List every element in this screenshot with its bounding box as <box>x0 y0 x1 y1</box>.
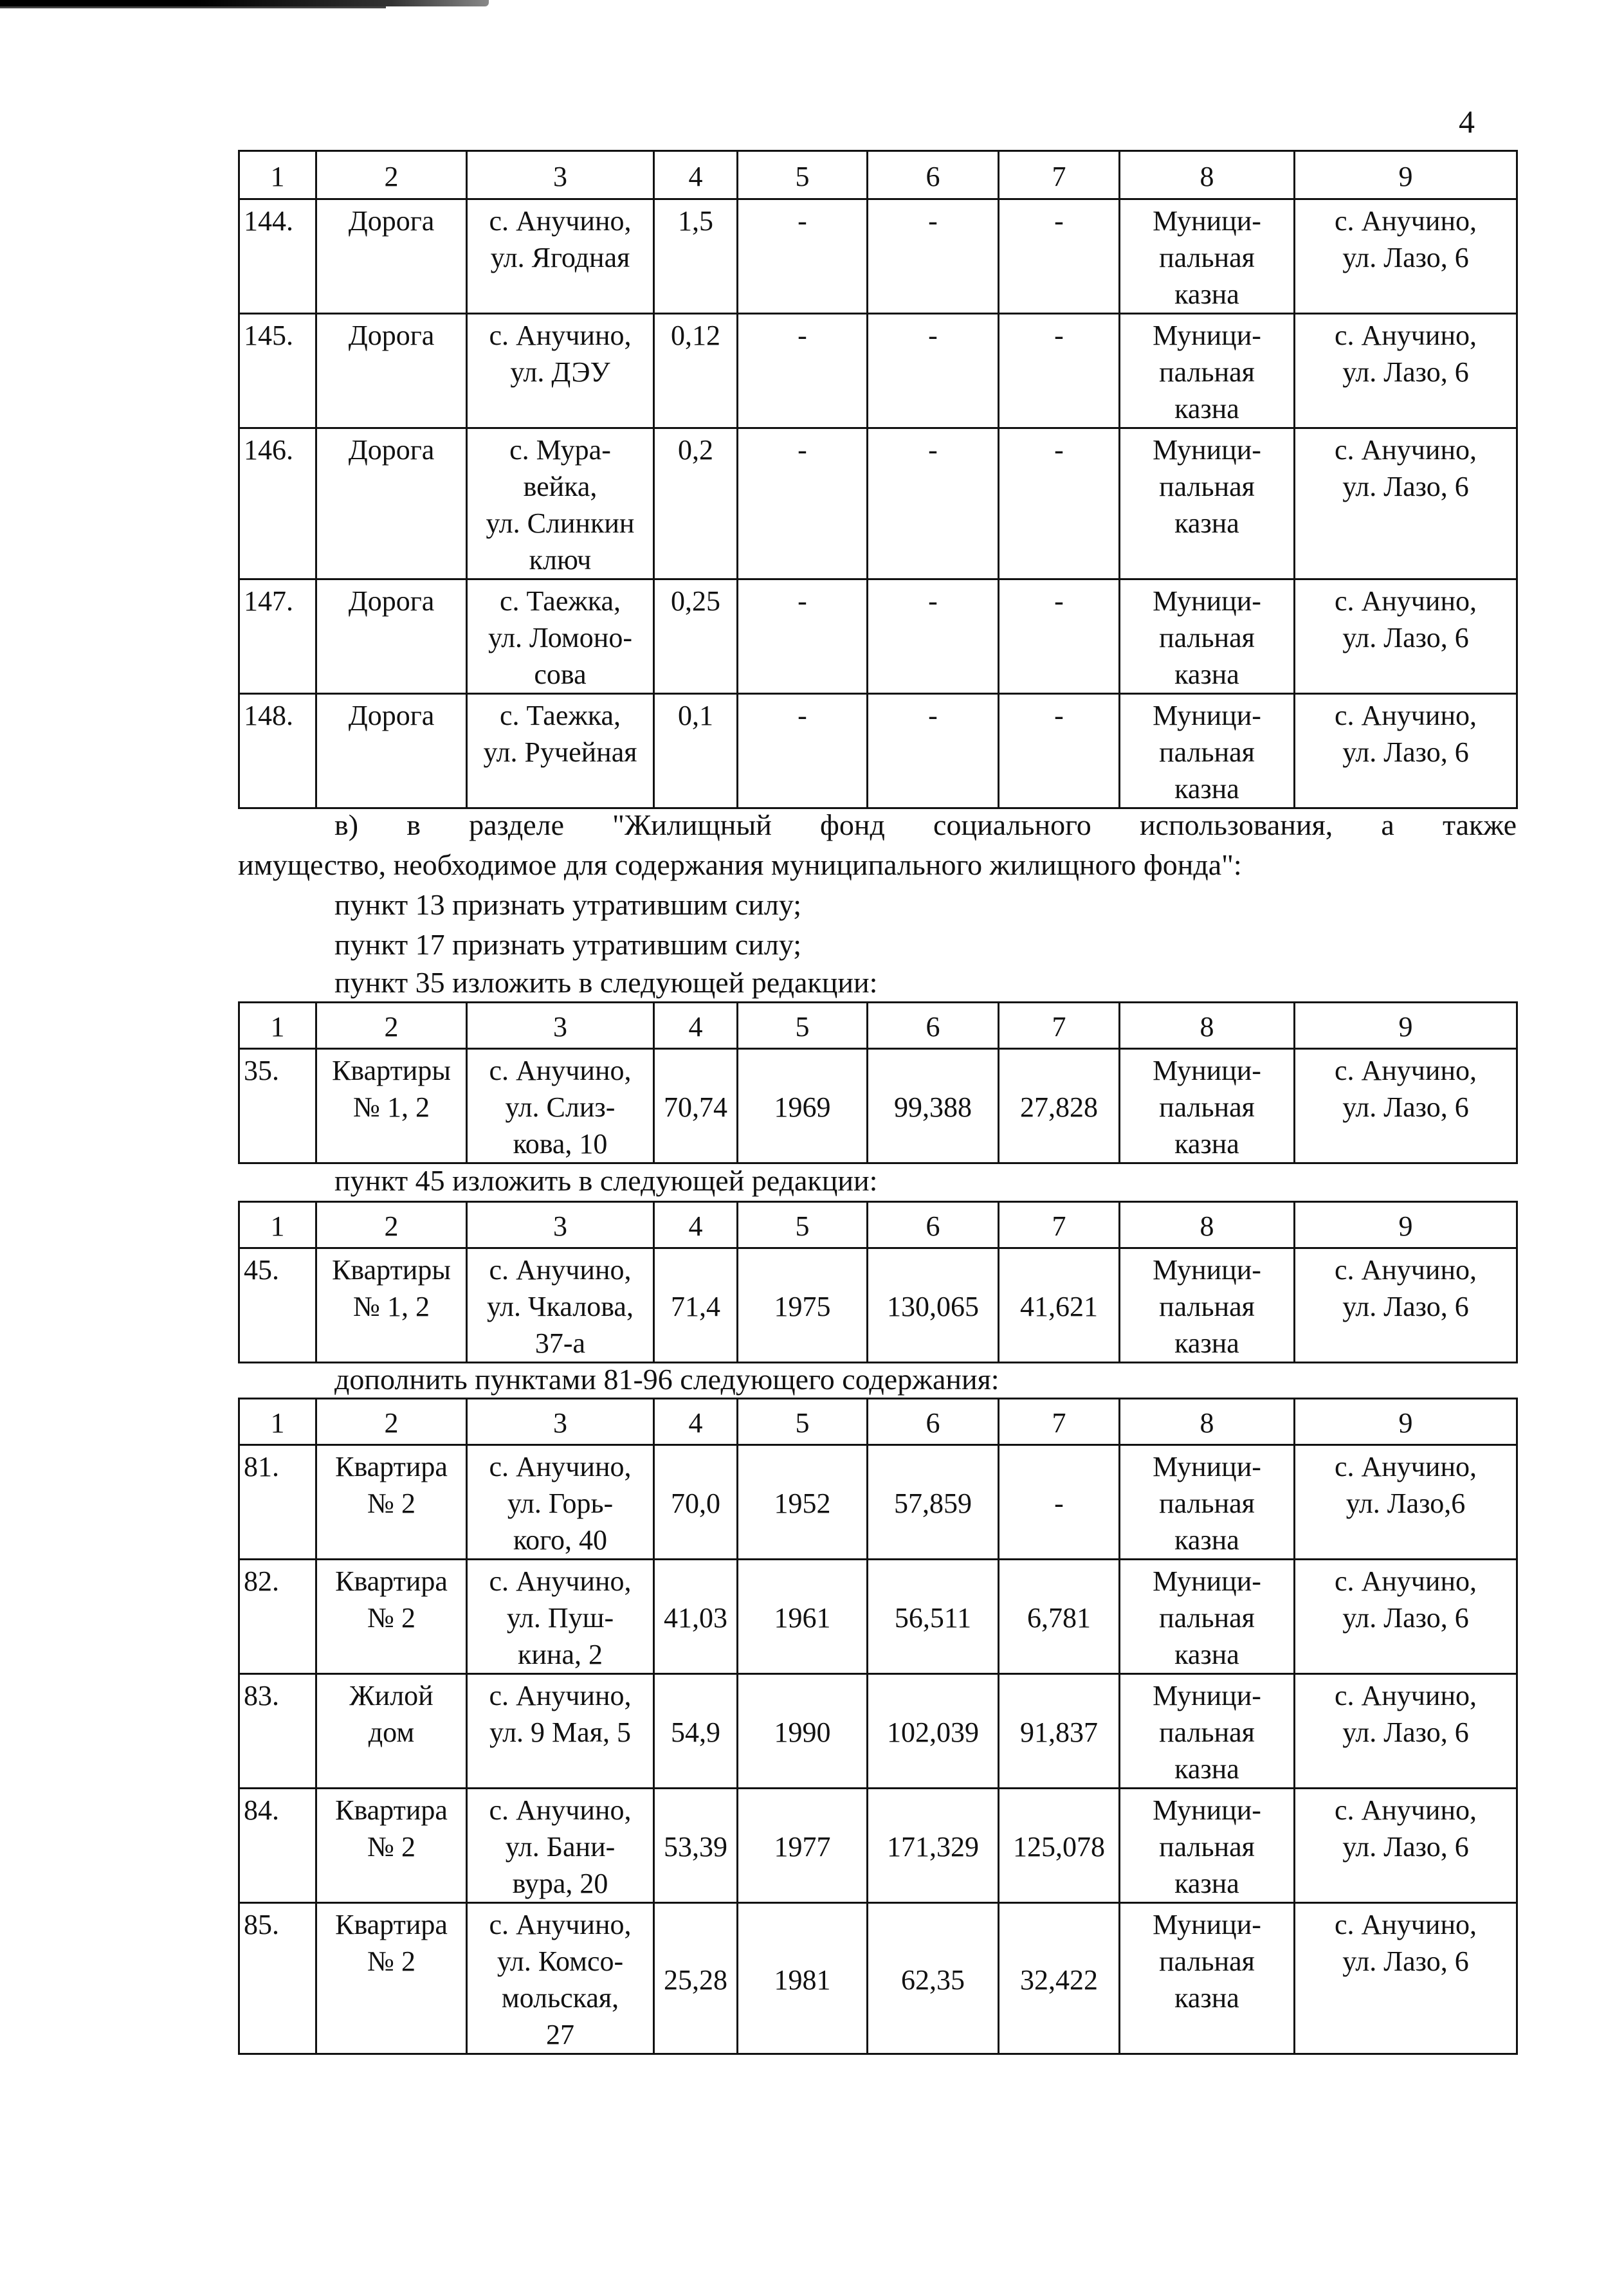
column-number-row <box>239 1399 1517 1445</box>
column-7-cell: 125,078 <box>999 1789 1120 1903</box>
object-type-cell: Дорога <box>316 314 467 428</box>
holder-address-cell: с. Анучино, ул. Лазо,6 <box>1295 1445 1517 1560</box>
column-number-5: 5 <box>738 1003 868 1049</box>
column-4-cell: 0,1 <box>654 694 738 808</box>
column-4-cell: 53,39 <box>654 1789 738 1903</box>
ownership-cell: Муници- пальная казна <box>1120 1560 1295 1674</box>
column-number-9: 9 <box>1295 1003 1517 1049</box>
column-7-cell: 91,837 <box>999 1674 1120 1789</box>
column-number-2: 2 <box>316 1202 467 1248</box>
item-35-table <box>238 1001 1518 1164</box>
column-5-cell: 1990 <box>738 1674 868 1789</box>
column-4-cell: 70,74 <box>654 1049 738 1163</box>
column-6-cell: 62,35 <box>868 1903 999 2054</box>
column-4-cell: 70,0 <box>654 1445 738 1560</box>
column-5-cell: 1952 <box>738 1445 868 1560</box>
table-row <box>239 1903 1517 2054</box>
column-number-8: 8 <box>1120 1202 1295 1248</box>
object-type-cell: Дорога <box>316 428 467 579</box>
table-row <box>239 428 1517 579</box>
item-number-cell: 81. <box>239 1445 316 1560</box>
item-number-cell: 84. <box>239 1789 316 1903</box>
page-number: 4 <box>1459 104 1475 140</box>
ownership-cell: Муници- пальная казна <box>1120 199 1295 314</box>
address-cell: с. Таежка, ул. Ломоно- сова <box>467 579 654 694</box>
roads-table <box>238 150 1518 809</box>
holder-address-cell: с. Анучино, ул. Лазо, 6 <box>1295 1560 1517 1674</box>
holder-address-cell: с. Анучино, ул. Лазо, 6 <box>1295 1248 1517 1363</box>
object-type-cell: Квартиры № 1, 2 <box>316 1049 467 1163</box>
column-6-cell: 99,388 <box>868 1049 999 1163</box>
address-cell: с. Анучино, ул. Ягодная <box>467 199 654 314</box>
column-number-3: 3 <box>467 1003 654 1049</box>
column-4-cell: 0,25 <box>654 579 738 694</box>
object-type-cell: Дорога <box>316 579 467 694</box>
column-5-cell: - <box>738 694 868 808</box>
column-number-6: 6 <box>868 1399 999 1445</box>
column-7-cell: - <box>999 428 1120 579</box>
column-6-cell: - <box>868 199 999 314</box>
column-number-1: 1 <box>239 1202 316 1248</box>
ownership-cell: Муници- пальная казна <box>1120 1049 1295 1163</box>
column-number-8: 8 <box>1120 151 1295 199</box>
column-7-cell: - <box>999 1445 1120 1560</box>
column-4-cell: 54,9 <box>654 1674 738 1789</box>
column-number-1: 1 <box>239 1399 316 1445</box>
holder-address-cell: с. Анучино, ул. Лазо, 6 <box>1295 199 1517 314</box>
object-type-cell: Дорога <box>316 694 467 808</box>
address-cell: с. Анучино, ул. ДЭУ <box>467 314 654 428</box>
column-number-row <box>239 151 1517 199</box>
address-cell: с. Таежка, ул. Ручейная <box>467 694 654 808</box>
ownership-cell: Муници- пальная казна <box>1120 579 1295 694</box>
item-45-table <box>238 1201 1518 1363</box>
column-number-2: 2 <box>316 1399 467 1445</box>
column-7-cell: - <box>999 694 1120 808</box>
column-number-3: 3 <box>467 1202 654 1248</box>
column-7-cell: - <box>999 199 1120 314</box>
column-number-9: 9 <box>1295 1202 1517 1248</box>
holder-address-cell: с. Анучино, ул. Лазо, 6 <box>1295 694 1517 808</box>
column-number-5: 5 <box>738 151 868 199</box>
item-number-cell: 45. <box>239 1248 316 1363</box>
column-5-cell: 1975 <box>738 1248 868 1363</box>
column-number-6: 6 <box>868 151 999 199</box>
column-6-cell: - <box>868 694 999 808</box>
column-number-8: 8 <box>1120 1003 1295 1049</box>
column-number-7: 7 <box>999 151 1120 199</box>
column-7-cell: 6,781 <box>999 1560 1120 1674</box>
column-6-cell: - <box>868 428 999 579</box>
item-number-cell: 85. <box>239 1903 316 2054</box>
ownership-cell: Муници- пальная казна <box>1120 1903 1295 2054</box>
table-row <box>239 579 1517 694</box>
item-number-cell: 83. <box>239 1674 316 1789</box>
column-number-9: 9 <box>1295 151 1517 199</box>
object-type-cell: Квартира № 2 <box>316 1903 467 2054</box>
table-row <box>239 199 1517 314</box>
column-number-4: 4 <box>654 151 738 199</box>
address-cell: с. Анучино, ул. Горь- кого, 40 <box>467 1445 654 1560</box>
column-5-cell: 1977 <box>738 1789 868 1903</box>
address-cell: с. Анучино, ул. Слиз- кова, 10 <box>467 1049 654 1163</box>
scan-artifact-bar <box>0 0 489 6</box>
holder-address-cell: с. Анучино, ул. Лазо, 6 <box>1295 1789 1517 1903</box>
holder-address-cell: с. Анучино, ул. Лазо, 6 <box>1295 314 1517 428</box>
table-row <box>239 1445 1517 1560</box>
column-4-cell: 0,2 <box>654 428 738 579</box>
column-number-4: 4 <box>654 1399 738 1445</box>
item-13-text: пункт 13 признать утратившим силу; <box>334 888 802 921</box>
column-4-cell: 41,03 <box>654 1560 738 1674</box>
table-row <box>239 1248 1517 1363</box>
column-6-cell: 130,065 <box>868 1248 999 1363</box>
item-number-cell: 144. <box>239 199 316 314</box>
ownership-cell: Муници- пальная казна <box>1120 314 1295 428</box>
column-7-cell: - <box>999 579 1120 694</box>
object-type-cell: Квартира № 2 <box>316 1789 467 1903</box>
column-number-1: 1 <box>239 1003 316 1049</box>
column-4-cell: 25,28 <box>654 1903 738 2054</box>
column-4-cell: 1,5 <box>654 199 738 314</box>
section-v-line2: имущество, необходимое для содержания муниципального жилищного фонда": <box>238 848 1242 881</box>
column-5-cell: - <box>738 199 868 314</box>
item-number-cell: 82. <box>239 1560 316 1674</box>
column-number-3: 3 <box>467 1399 654 1445</box>
column-number-7: 7 <box>999 1202 1120 1248</box>
table-row <box>239 1049 1517 1163</box>
ownership-cell: Муници- пальная казна <box>1120 1248 1295 1363</box>
address-cell: с. Анучино, ул. 9 Мая, 5 <box>467 1674 654 1789</box>
holder-address-cell: с. Анучино, ул. Лазо, 6 <box>1295 579 1517 694</box>
ownership-cell: Муници- пальная казна <box>1120 428 1295 579</box>
items-81-96-table <box>238 1398 1518 2055</box>
column-4-cell: 0,12 <box>654 314 738 428</box>
table-row <box>239 314 1517 428</box>
column-7-cell: 32,422 <box>999 1903 1120 2054</box>
column-number-7: 7 <box>999 1003 1120 1049</box>
column-number-4: 4 <box>654 1202 738 1248</box>
holder-address-cell: с. Анучино, ул. Лазо, 6 <box>1295 1049 1517 1163</box>
column-5-cell: 1961 <box>738 1560 868 1674</box>
address-cell: с. Анучино, ул. Пуш- кина, 2 <box>467 1560 654 1674</box>
column-number-9: 9 <box>1295 1399 1517 1445</box>
object-type-cell: Квартира № 2 <box>316 1560 467 1674</box>
object-type-cell: Жилой дом <box>316 1674 467 1789</box>
address-cell: с. Анучино, ул. Комсо- мольская, 27 <box>467 1903 654 2054</box>
column-number-7: 7 <box>999 1399 1120 1445</box>
table-row <box>239 1789 1517 1903</box>
column-6-cell: 57,859 <box>868 1445 999 1560</box>
item-35-text: пункт 35 изложить в следующей редакции: <box>334 966 878 999</box>
item-17-text: пункт 17 признать утратившим силу; <box>334 928 802 961</box>
holder-address-cell: с. Анучино, ул. Лазо, 6 <box>1295 1903 1517 2054</box>
column-number-5: 5 <box>738 1202 868 1248</box>
column-5-cell: - <box>738 314 868 428</box>
address-cell: с. Мура- вейка, ул. Слинкин ключ <box>467 428 654 579</box>
column-number-6: 6 <box>868 1202 999 1248</box>
column-6-cell: 171,329 <box>868 1789 999 1903</box>
column-5-cell: - <box>738 579 868 694</box>
object-type-cell: Дорога <box>316 199 467 314</box>
column-number-row <box>239 1003 1517 1049</box>
column-number-3: 3 <box>467 151 654 199</box>
item-number-cell: 146. <box>239 428 316 579</box>
add-items-81-96-text: дополнить пунктами 81-96 следующего содержания: <box>334 1363 999 1396</box>
column-number-6: 6 <box>868 1003 999 1049</box>
item-number-cell: 35. <box>239 1049 316 1163</box>
item-number-cell: 148. <box>239 694 316 808</box>
column-number-2: 2 <box>316 1003 467 1049</box>
column-5-cell: 1981 <box>738 1903 868 2054</box>
item-number-cell: 147. <box>239 579 316 694</box>
column-5-cell: - <box>738 428 868 579</box>
column-4-cell: 71,4 <box>654 1248 738 1363</box>
holder-address-cell: с. Анучино, ул. Лазо, 6 <box>1295 1674 1517 1789</box>
column-7-cell: 41,621 <box>999 1248 1120 1363</box>
column-5-cell: 1969 <box>738 1049 868 1163</box>
column-7-cell: - <box>999 314 1120 428</box>
object-type-cell: Квартиры № 1, 2 <box>316 1248 467 1363</box>
item-number-cell: 145. <box>239 314 316 428</box>
column-number-1: 1 <box>239 151 316 199</box>
ownership-cell: Муници- пальная казна <box>1120 1445 1295 1560</box>
object-type-cell: Квартира № 2 <box>316 1445 467 1560</box>
column-number-4: 4 <box>654 1003 738 1049</box>
column-number-row <box>239 1202 1517 1248</box>
column-number-2: 2 <box>316 151 467 199</box>
column-number-8: 8 <box>1120 1399 1295 1445</box>
column-7-cell: 27,828 <box>999 1049 1120 1163</box>
section-v-line1: в) в разделе "Жилищный фонд социального использования, а также <box>334 808 1517 841</box>
column-6-cell: - <box>868 579 999 694</box>
column-6-cell: - <box>868 314 999 428</box>
address-cell: с. Анучино, ул. Бани- вура, 20 <box>467 1789 654 1903</box>
column-number-5: 5 <box>738 1399 868 1445</box>
table-row <box>239 1560 1517 1674</box>
table-row <box>239 694 1517 808</box>
ownership-cell: Муници- пальная казна <box>1120 694 1295 808</box>
table-row <box>239 1674 1517 1789</box>
ownership-cell: Муници- пальная казна <box>1120 1789 1295 1903</box>
item-45-text: пункт 45 изложить в следующей редакции: <box>334 1164 878 1197</box>
holder-address-cell: с. Анучино, ул. Лазо, 6 <box>1295 428 1517 579</box>
column-6-cell: 102,039 <box>868 1674 999 1789</box>
ownership-cell: Муници- пальная казна <box>1120 1674 1295 1789</box>
address-cell: с. Анучино, ул. Чкалова, 37-а <box>467 1248 654 1363</box>
scan-artifact-line <box>0 6 386 8</box>
column-6-cell: 56,511 <box>868 1560 999 1674</box>
